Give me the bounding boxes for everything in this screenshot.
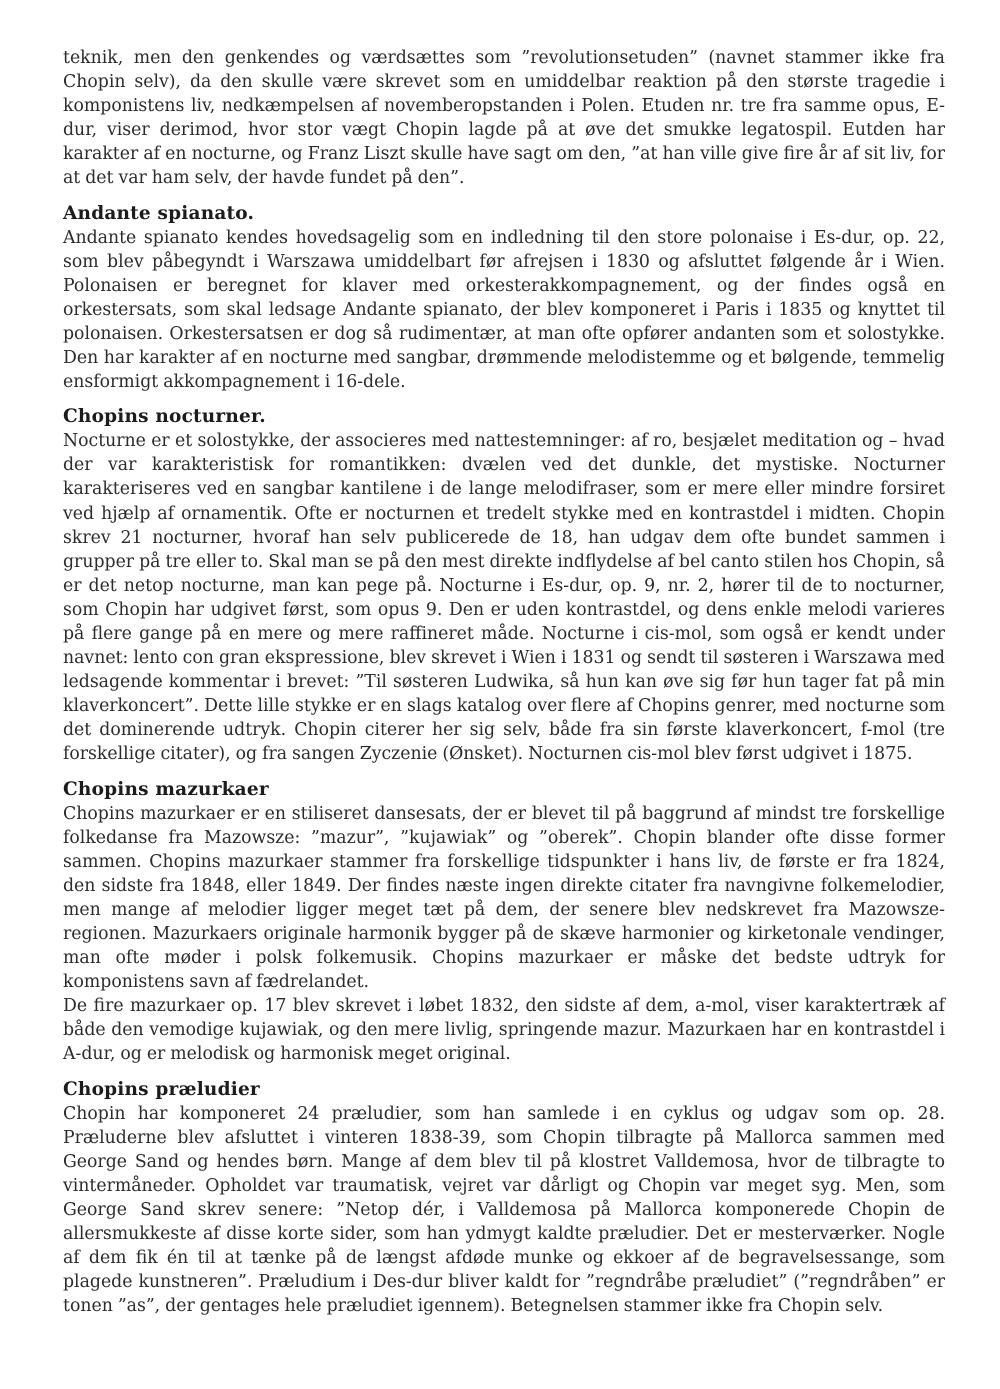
section-paragraph: Chopins mazurkaer er en stiliseret dansesats, der er blevet til på baggrund af mindst tre forskellige folkedanse fra Mazowsze: ”mazur”, ”kujawiak” og ”oberek”. Chopin blander ofte disse former sammen. Chopins mazurkaer stammer fra forskellige tidspunkter i hans liv, de første er fra 1824, den sidste fra 1848, eller 1849. Der findes næste ingen direkte citater fra navngivne folkemelodier, men mange af melodier ligger meget tæt på dem, der senere blev nedskrevet fra Mazowsze-regionen. Mazurkaers originale harmonik bygger på de skæve harmonier og kirketonale vendinger, man ofte møder i polsk folkemusik. Chopins mazurkaer er måske det bedste udtryk for komponistens savn af fædrelandet. xyxy=(63,803,945,993)
section-chopins-mazurkaer xyxy=(63,777,945,1067)
section-heading: Chopins præludier xyxy=(63,1078,260,1100)
section-paragraph: Chopin har komponeret 24 præludier, som han samlede i en cyklus og udgav som op. 28. Præluderne blev afsluttet i vinteren 1838-39, som Chopin tilbragte på Mallorca sammen med George Sand og hendes børn. Mange af dem blev til på klostret Valldemosa, hvor de tilbragte to vintermåneder. Opholdet var traumatisk, vejret var dårligt og Chopin var meget syg. Men, som George Sand skrev senere: ”Netop dér, i Valldemosa på Mallorca komponerede Chopin de allersmukkeste af disse korte sider, som han ydmygt kaldte præludier. Det er mesterværker. Nogle af dem fik én til at tænke på de længst afdøde munke og ekkoer af de begravelsessange, som plagede kunstneren”. Præludium i Des-dur bliver kaldt for ”regndråbe præludiet” (”regndråben” er tonen ”as”, der gentages hele præludiet igennem). Betegnelsen stammer ikke fra Chopin selv. xyxy=(63,1103,945,1317)
section-andante-spianato xyxy=(63,201,945,395)
section-heading: Andante spianato. xyxy=(63,202,255,224)
section-heading: Chopins nocturner. xyxy=(63,406,266,428)
document-page xyxy=(63,46,945,1318)
intro-paragraph: teknik, men den genkendes og værdsættes som ”revolutionsetuden” (navnet stammer ikke fra Chopin selv), da den skulle være skrevet som en umiddelbar reaktion på den største tragedie i komponistens liv, nedkæmpelsen af novemberopstanden i Polen. Etuden nr. tre fra samme opus, E-dur, viser derimod, hvor stor vægt Chopin lagde på at øve det smukke legatospil. Eutden har karakter af en nocturne, og Franz Liszt skulle have sagt om den, ”at han ville give fire år af sit liv, for at det var ham selv, der havde fundet på den”. xyxy=(63,48,945,189)
section-paragraph: De fire mazurkaer op. 17 blev skrevet i løbet 1832, den sidste af dem, a-mol, viser karaktertræk af både den vemodige kujawiak, og den mere livlig, springende mazur. Mazurkaen har en kontrastdel i A-dur, og er melodisk og harmonisk meget original. xyxy=(63,996,945,1065)
section-paragraph: Nocturne er et solostykke, der associeres med nattestemninger: af ro, besjælet meditation og – hvad der var karakteristisk for romantikken: dvælen ved det dunkle, det mystiske. Nocturner karakteriseres ved en sangbar kantilene i de lange melodifraser, som er mere eller mindre forsiret ved hjælp af ornamentik. Ofte er nocturnen et tredelt stykke med en kontrastdel i midten. Chopin skrev 21 nocturner, hvoraf han selv publicerede de 18, han udgav dem ofte bundet sammen i grupper på tre eller to. Skal man se på den mest direkte indflydelse af bel canto stilen hos Chopin, så er det netop nocturne, man kan pege på. Nocturne i Es-dur, op. 9, nr. 2, hører til de to nocturner, som Chopin har udgivet først, som opus 9. Den er uden kontrastdel, og dens enkle melodi varieres på flere gange på en mere og mere raffineret måde. Nocturne i cis-mol, som også er kendt under navnet: lento con gran ekspressione, blev skrevet i Wien i 1831 og sendt til søsteren i Warszawa med ledsagende kommentar i brevet: ”Til søsteren Ludwika, så hun kan øve sig før hun tager fat på min klaverkoncert”. Dette lille stykke er en slags katalog over flere af Chopins genrer, med nocturne som det dominerende udtryk. Chopin citerer her sig selv, både fra sin første klaverkoncert, f-mol (tre forskellige citater), og fra sangen Zyczenie (Ønsket). Nocturnen cis-mol blev først udgivet i 1875. xyxy=(63,431,945,765)
section-chopins-praeludier xyxy=(63,1077,945,1319)
section-chopins-nocturner xyxy=(63,404,945,766)
section-heading: Chopins mazurkaer xyxy=(63,778,269,800)
section-paragraph: Andante spianato kendes hovedsagelig som en indledning til den store polonaise i Es-dur, op. 22, som blev påbegyndt i Warszawa umiddelbart før afrejsen i 1830 og afsluttet følgende år i Wien. Polonaisen er beregnet for klaver med orkesterakkompagnement, og der findes også en orkestersats, som skal ledsage Andante spianato, der blev komponeret i Paris i 1835 og knyttet til polonaisen. Orkestersatsen er dog så rudimentær, at man ofte opfører andanten som et solostykke. Den har karakter af en nocturne med sangbar, drømmende melodistemme og et bølgende, temmelig ensformigt akkompagnement i 16-dele. xyxy=(63,227,945,393)
